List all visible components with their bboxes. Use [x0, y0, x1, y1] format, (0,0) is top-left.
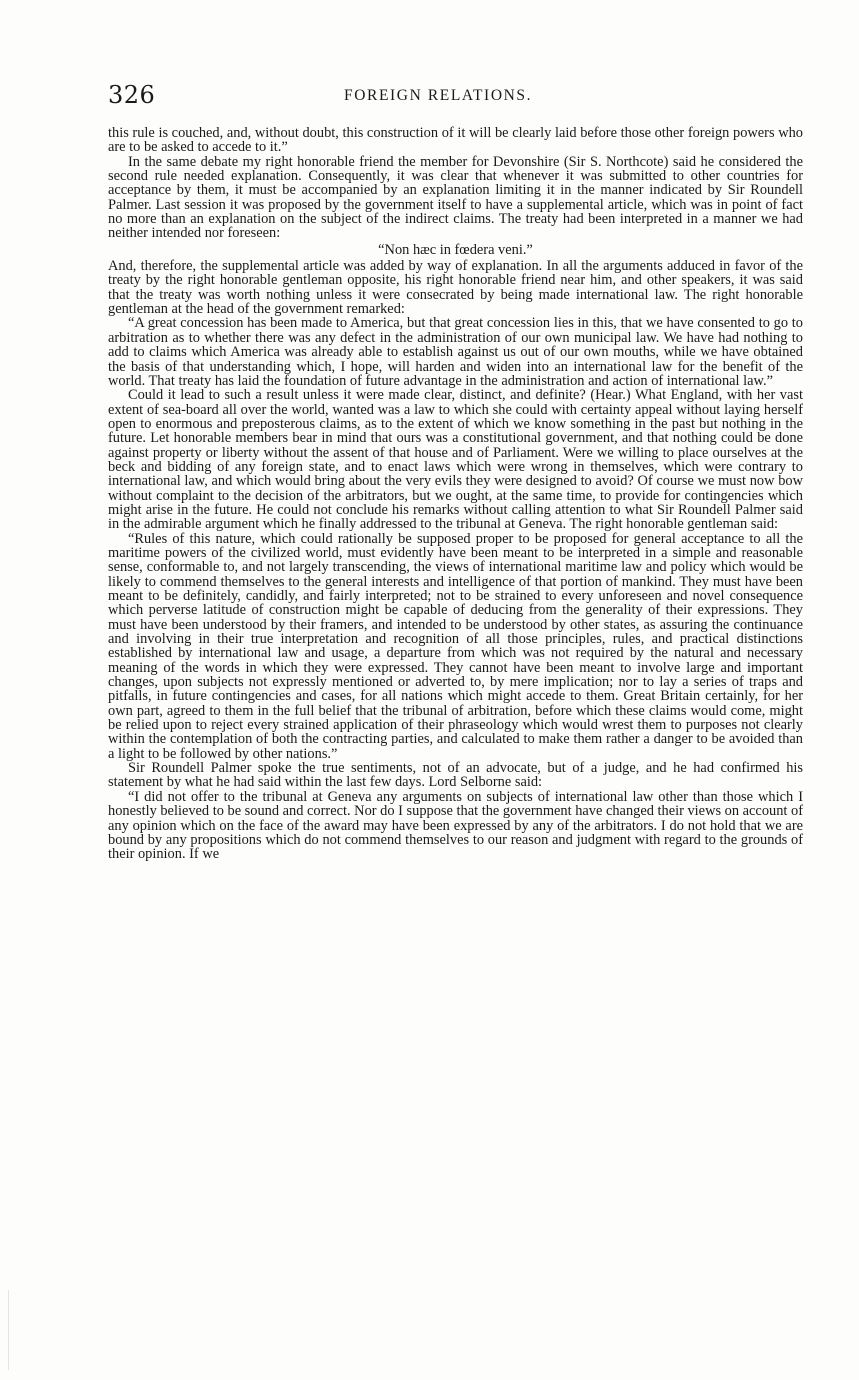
paragraph: In the same debate my right honorable friend the member for Devonshire (Sir S. Northcote) said he considered the second rule needed explanation. Consequently, it was clear that whenever it was submitted to other countries for acceptance by them, it must be accompanied by an explanation limiting it in the manner indicated by Sir Roundell Palmer. Last session it was proposed by the government itself to have a supplemental article, which was in point of fact no more than an explanation on the subject of the indirect claims. The treaty had been interpreted in a manner we had neither intended nor foreseen: — [108, 153, 803, 242]
paragraph: Could it lead to such a result unless it were made clear, distinct, and definite? (Hear.) What England, with her vast extent of sea-board all over the world, wanted was a law to which she could with certainty appeal without laying herself open to enormous and preposterous claims, as to the extent of which we know something in the past but nothing in the future. Let honorable members bear in mind that ours was a constitutional government, and that nothing could be done against property or liberty without the assent of that house and of Parliament. Were we willing to place ourselves at the beck and bidding of any foreign state, and to enact laws which were wrong in themselves, which were contrary to international law, and which would bring about the very evils they were designed to avoid? Of course we must now bow without complaint to the decision of the arbitrators, but we ought, at the same time, to provide for contingencies which might arise in the future. He could not conclude his remarks without calling attention to what Sir Roundell Palmer said in the admirable argument which he finally addressed to the tribunal at Geneva. The right honorable gentleman said: — [108, 387, 803, 533]
running-head: FOREIGN RELATIONS. — [344, 87, 533, 104]
latin-quotation: “Non hæc in fœdera veni.” — [378, 241, 533, 258]
page-header — [108, 80, 803, 114]
body-text — [108, 126, 803, 862]
scan-margin-mark — [8, 1290, 9, 1370]
block-quotation: “Rules of this nature, which could rationally be supposed proper to be proposed for general acceptance to all the maritime powers of the civilized world, must evidently have been meant to be interpreted in a simple and reasonable sense, conformable to, and not largely transcending, the views of international maritime law and policy which would be likely to commend themselves to the general interests and intelligence of that portion of mankind. They must have been meant to be definitely, candidly, and fairly interpreted; not to be strained to every unforeseen and novel consequence which perverse latitude of construction might be capable of deducing from the generality of their expressions. They must have been understood by their framers, and intended to be understood by other states, as assuring the continuance and involving in their true interpretation and recognition of all those principles, rules, and practical distinctions established by international law and usage, a departure from which was not required by the natural and necessary meaning of the words in which they were expressed. They cannot have been meant to involve large and important changes, upon subjects not expressly mentioned or adverted to, by mere implication; nor to lay a series of traps and pitfalls, in future contingencies and cases, for all nations which might accede to them. Great Britain certainly, for her own part, agreed to them in the full belief that the tribunal of arbitration, before which these claims would come, might be relied upon to reject every strained application of their phraseology which would wrest them to purposes not clearly within the contemplation of both the contracting parties, and calculated to make them rather a danger to be avoided than a light to be followed by other nations.” — [108, 530, 803, 762]
block-quotation: “I did not offer to the tribunal at Geneva any arguments on subjects of international law other than those which I honestly believed to be sound and correct. Nor do I suppose that the government have changed their views on account of any opinion which on the face of the award may have been expressed by any of the arbitrators. I do not hold that we are bound by any propositions which do not commend themselves to our reason and judgment with regard to the grounds of their opinion. If we — [108, 788, 803, 863]
paragraph: this rule is couched, and, without doubt, this construction of it will be clearly laid before those other foreign powers who are to be asked to accede to it.” — [108, 125, 803, 156]
paragraph: And, therefore, the supplemental article was added by way of explanation. In all the arguments adduced in favor of the treaty by the right honorable gentleman opposite, his right honorable friend near him, and other speakers, it was said that the treaty was worth nothing unless it were consecrated by being made international law. The right honorable gentleman at the head of the government remarked: — [108, 258, 803, 318]
block-quotation: “A great concession has been made to America, but that great concession lies in this, that we have consented to go to arbitration as to whether there was any defect in the administration of our own municipal law. We have had nothing to add to claims which America was already able to establish against us out of our own mouths, while we have obtained the basis of that understanding which, I hope, will harden and widen into an international law for the benefit of the world. That treaty has laid the foundation of future advantage in the administration and action of international law.” — [108, 315, 803, 389]
page-number: 326 — [108, 81, 156, 109]
paragraph: Sir Roundell Palmer spoke the true sentiments, not of an advocate, but of a judge, and he had confirmed his statement by what he had said within the last few days. Lord Selborne said: — [108, 760, 803, 791]
